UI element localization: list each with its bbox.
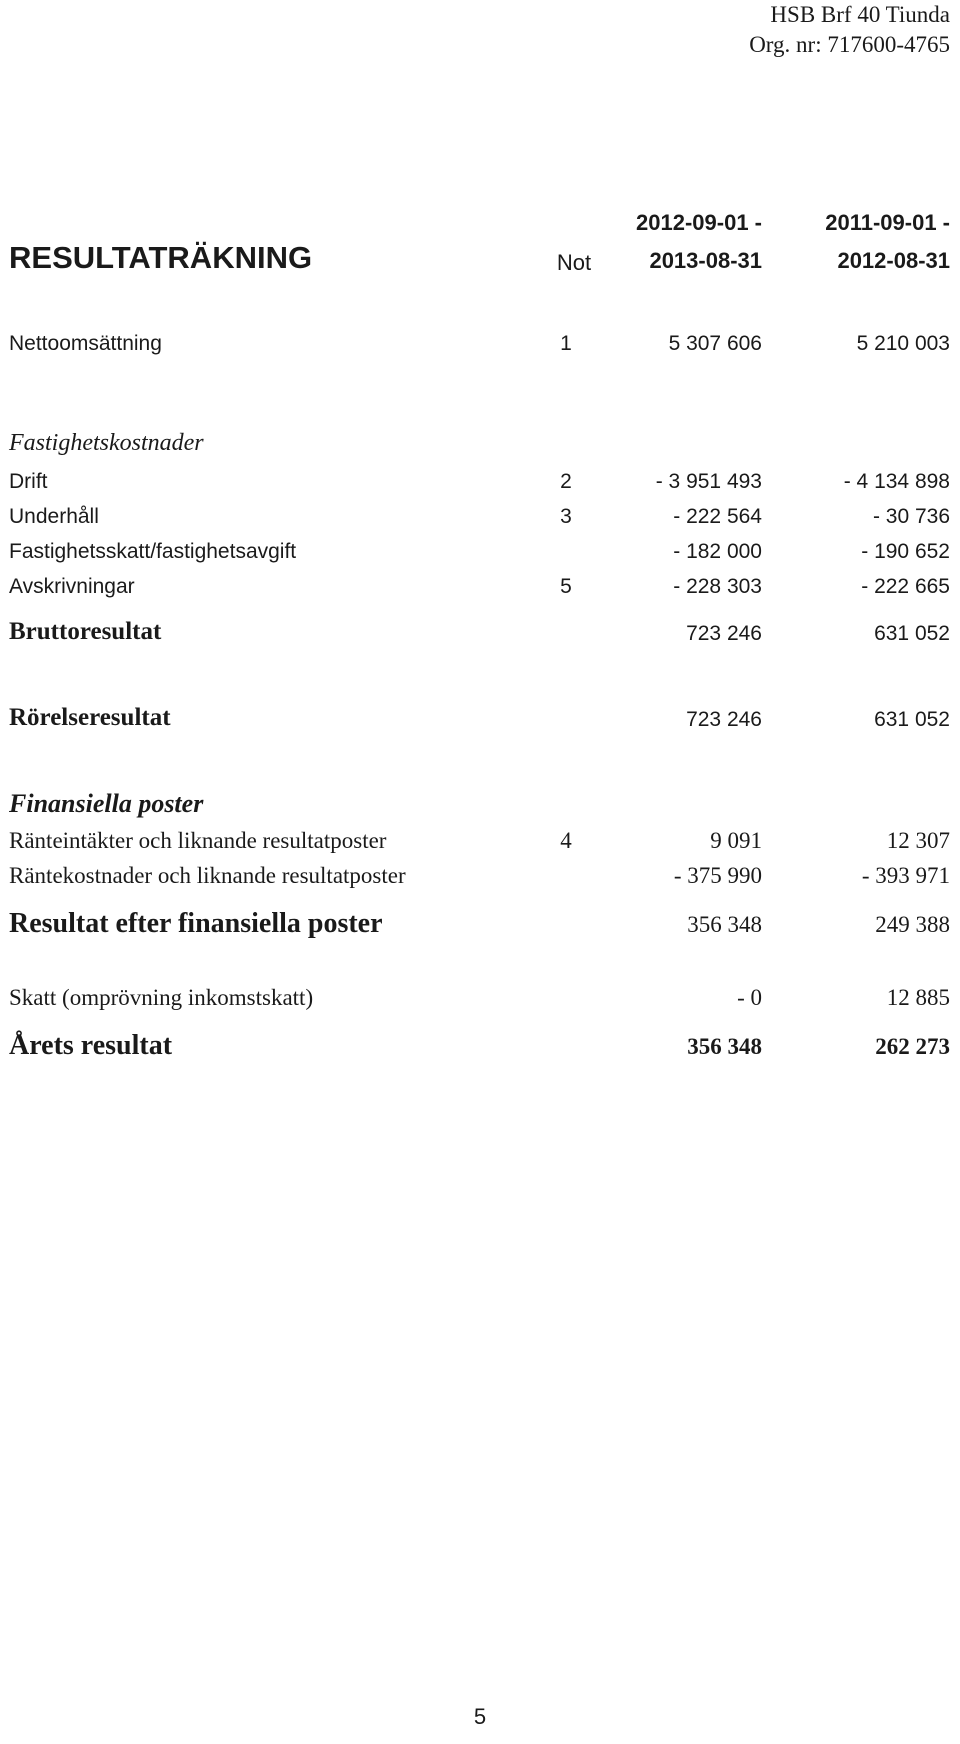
row-arets-resultat [0, 1030, 960, 1064]
row-value-current: 356 348 [687, 912, 762, 937]
row-note: 3 [560, 505, 572, 528]
row-label: Nettoomsättning [9, 332, 162, 355]
row-label: Ränteintäkter och liknande resultatposter [9, 828, 387, 853]
row-rorelseresultat [0, 704, 960, 738]
row-value-previous: 12 307 [886, 828, 950, 853]
row-value-previous: - 190 652 [861, 540, 950, 563]
row-value-previous: 12 885 [886, 985, 950, 1010]
row-note: 1 [560, 332, 572, 355]
row-value-previous: - 222 665 [861, 575, 950, 598]
section-heading: Fastighetskostnader [9, 430, 204, 456]
row-note: 4 [560, 828, 572, 853]
row-note: 5 [560, 575, 572, 598]
statement-title: RESULTATRÄKNING [9, 240, 313, 275]
row-avskrivningar [0, 575, 960, 609]
row-label: Skatt (omprövning inkomstskatt) [9, 985, 314, 1010]
row-note: 2 [560, 470, 572, 493]
row-value-current: - 228 303 [673, 575, 762, 598]
row-label: Rörelseresultat [9, 704, 171, 731]
row-nettoomsattning [0, 332, 960, 366]
row-value-current: - 222 564 [673, 505, 762, 528]
row-drift [0, 470, 960, 504]
org-name: HSB Brf 40 Tiunda [770, 2, 950, 27]
row-value-current: 356 348 [687, 1034, 762, 1059]
row-label: Avskrivningar [9, 575, 135, 598]
row-value-current: - 182 000 [673, 540, 762, 563]
period1-end: 2013-08-31 [649, 248, 762, 273]
row-fastighetsskatt [0, 540, 960, 574]
row-label: Räntekostnader och liknande resultatposter [9, 863, 406, 888]
row-value-previous: - 4 134 898 [843, 470, 950, 493]
row-label: Årets resultat [9, 1030, 173, 1061]
note-column-header: Not [556, 250, 592, 275]
row-value-current: - 0 [737, 985, 762, 1010]
page-number: 5 [473, 1704, 487, 1729]
row-value-current: 5 307 606 [668, 332, 762, 355]
row-label: Underhåll [9, 505, 99, 528]
row-value-previous: - 393 971 [861, 863, 950, 888]
row-label: Resultat efter finansiella poster [9, 908, 383, 939]
row-skatt [0, 985, 960, 1019]
period-header-line1 [0, 210, 960, 244]
row-value-previous: - 30 736 [872, 505, 950, 528]
period2-end: 2012-08-31 [837, 248, 950, 273]
row-value-previous: 262 273 [875, 1034, 950, 1059]
row-resultat-efter-finansiella-poster [0, 908, 960, 942]
section-heading: Finansiella poster [9, 789, 204, 818]
row-value-current: - 375 990 [673, 863, 762, 888]
row-bruttoresultat [0, 618, 960, 652]
row-ranteintakter [0, 828, 960, 862]
period1-start: 2012-09-01 - [636, 210, 762, 235]
row-value-current: - 3 951 493 [655, 470, 762, 493]
row-value-current: 723 246 [686, 708, 762, 731]
org-number: Org. nr: 717600-4765 [749, 32, 950, 57]
row-value-current: 723 246 [686, 622, 762, 645]
row-rantekostnader [0, 863, 960, 897]
section-fastighetskostnader [0, 430, 960, 464]
row-label: Drift [9, 470, 48, 493]
row-value-current: 9 091 [710, 828, 762, 853]
row-value-previous: 631 052 [874, 622, 950, 645]
row-underhall [0, 505, 960, 539]
period2-start: 2011-09-01 - [825, 210, 950, 235]
row-value-previous: 5 210 003 [856, 332, 950, 355]
title-row [0, 242, 960, 276]
section-finansiella-poster [0, 789, 960, 823]
row-value-previous: 631 052 [874, 708, 950, 731]
row-label: Fastighetsskatt/fastighetsavgift [9, 540, 297, 563]
row-label: Bruttoresultat [9, 618, 162, 645]
row-value-previous: 249 388 [875, 912, 950, 937]
